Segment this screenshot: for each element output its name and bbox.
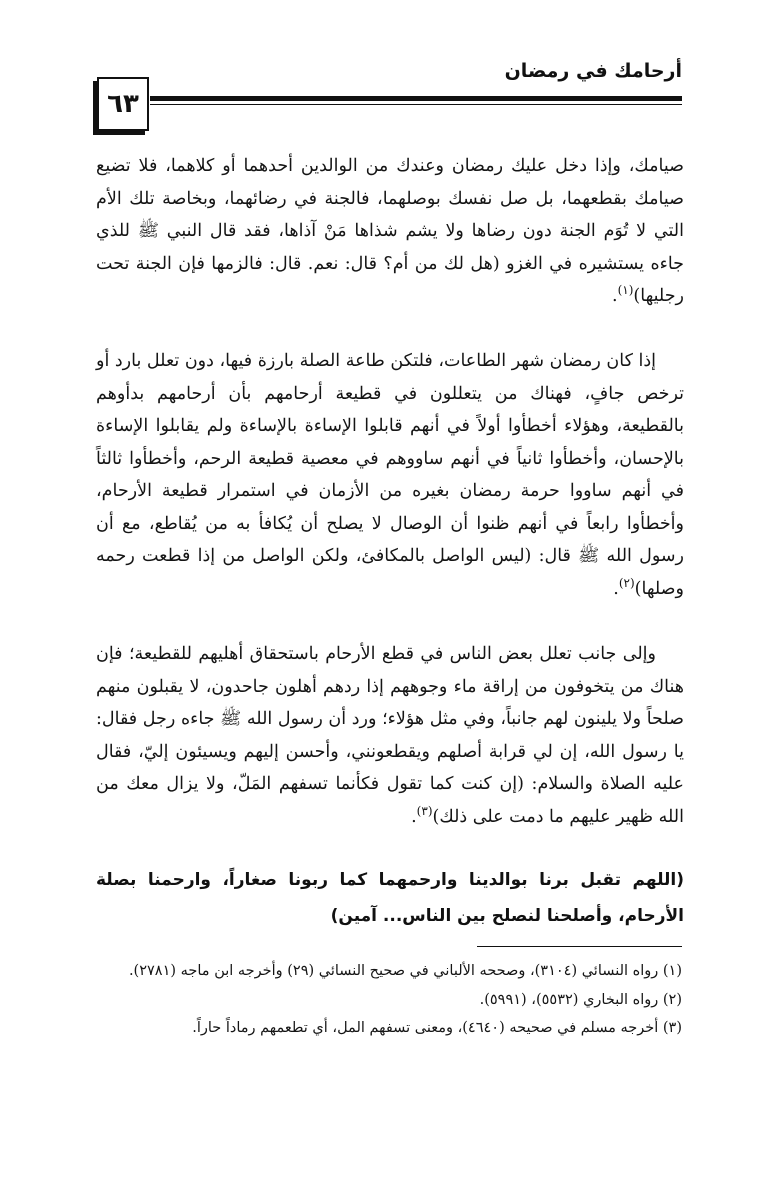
page-number-box [97, 77, 149, 131]
footnote-ref-2[interactable]: (٢) [618, 575, 635, 590]
paragraph-1-text: صيامك، وإذا دخل عليك رمضان وعندك من الوالدين أحدهما أو كلاهما، فلا تضيع صيامك بقطعهما، بل صل نفسك بوصلهما، فالجنة في رضائهما، وبخاصة تلك الأم التي لا تُوَم الجنة دون رضاها ولا يشم شذاها مَنْ آذاها، فقد قال النبي ﷺ للذي جاءه يستشيره في الغزو (هل لك من أم؟ قال: نعم. قال: فالزمها فإن الجنة تحت رجليها) [96, 156, 684, 306]
footnote-3: (٣) أخرجه مسلم في صحيحه (٤٦٤٠)، ومعنى تسفهم المل، أي تطعمهم رماداً حاراً. [192, 1020, 682, 1036]
paragraph-1 [96, 150, 684, 313]
running-title: أرحامك في رمضان [504, 60, 682, 82]
paragraph-1-end: . [612, 286, 618, 306]
header-rule-thin [150, 104, 682, 105]
header-rule-thick [150, 96, 682, 101]
footnote-ref-3[interactable]: (٣) [416, 803, 433, 818]
page-number: ٦٣ [107, 89, 139, 119]
prayer-text: (اللهم تقبل برنا بوالدينا وارحمهما كما ربونا صغاراً، وارحمنا بصلة الأرحام، وأصلحنا لنصلح بين الناس... آمين) [96, 870, 684, 926]
footnote-2: (٢) رواه البخاري (٥٥٣٢)، (٥٩٩١). [479, 991, 682, 1008]
paragraph-2 [96, 345, 684, 605]
paragraph-3 [96, 638, 684, 833]
paragraph-3-end: . [411, 806, 417, 827]
footnote-separator [477, 946, 682, 947]
footnote-1: (١) رواه النسائي (٣١٠٤)، وصححه الألباني في صحيح النسائي (٢٩) وأخرجه ابن ماجه (٢٧٨١). [128, 963, 682, 979]
footnote-ref-1[interactable]: (١) [617, 283, 634, 298]
paragraph-2-text: إذا كان رمضان شهر الطاعات، فلتكن طاعة الصلة بارزة فيها، دون تعلل بارد أو ترخص جافٍ، فهناك من يتعللون في قطيعة أرحامهم بأن أرحامهم بدأوهم بالقطيعة، وهؤلاء أخطأوا أولاً في أنهم قابلوا الإساءة بالإساءة ولم يقابلوا الإساءة بالإحسان، وأخطأوا ثانياً في أنهم ساووهم في معصية قطيعة الرحم، وأخطأوا ثالثاً في أنهم ساووا حرمة رمضان بغيره من الأزمان في استمرار قطيعة الأرحام، وأخطأوا رابعاً في أنهم ظنوا أن الوصال لا يصلح أن يُكافأ به من يُقاطع، مع أن رسول الله ﷺ قال: (ليس الواصل بالمكافئ، ولكن الواصل من إذا قطعت رحمه وصلها) [96, 351, 684, 599]
paragraph-2-end: . [613, 578, 619, 599]
footnotes [96, 957, 682, 1043]
paragraph-3-text: وإلى جانب تعلل بعض الناس في قطع الأرحام باستحقاق أهليهم للقطيعة؛ فإن هناك من يتخوفون من إراقة ماء وجوههم إذا ردهم أهلون جاحدون، لا يقبلون منهم صلحاً ولا يلينون لهم جانباً، وفي مثل هؤلاء؛ ورد أن رسول الله ﷺ جاءه رجل فقال: يا رسول الله، إن لي قرابة أصلهم ويقطعونني، وأحسن إليهم ويسيئون إليّ، فقال عليه الصلاة والسلام: (إن كنت كما تقول فكأنما تسفهم المَلّ، ولا يزال معك من الله ظهير عليهم ما دمت على ذلك) [96, 644, 684, 827]
